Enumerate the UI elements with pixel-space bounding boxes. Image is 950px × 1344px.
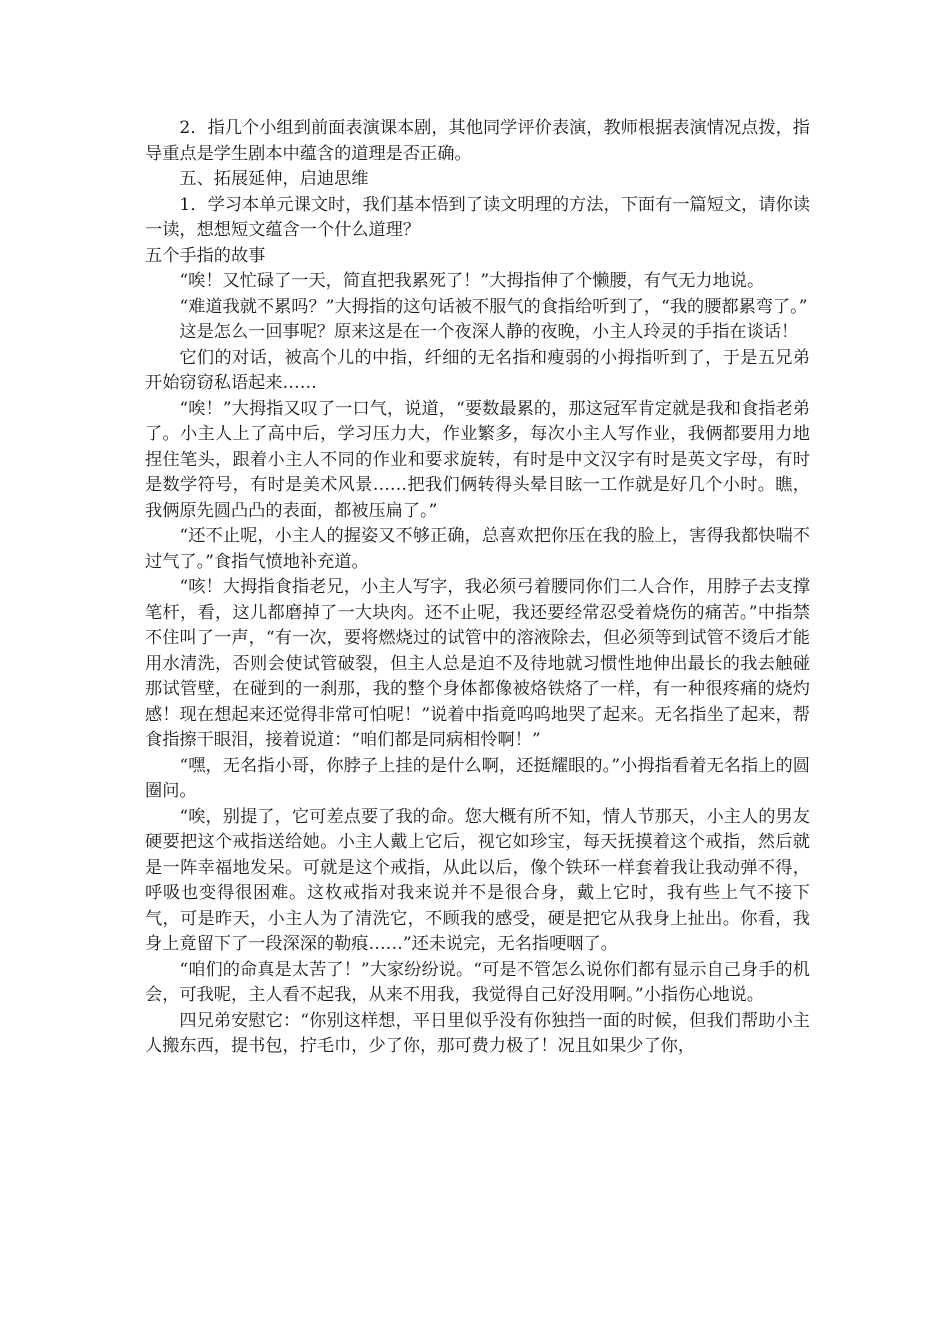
- paragraph: 它们的对话，被高个儿的中指，纤细的无名指和瘦弱的小拇指听到了，于是五兄弟开始窃窃私语起来……: [145, 347, 810, 393]
- paragraph: “唉！”大拇指又叹了一口气，说道，“要数最累的，那这冠军肯定就是我和食指老弟了。小主人上了高中后，学习压力大，作业繁多，每次小主人写作业，我俩都要用力地捏住笔头，跟着小主人不同的作业和要求旋转，有时是中文汉字有时是英文字母，有时是数学符号，有时是美术风景……把我们俩转得头晕目眩一工作就是好几个小时。瞧，我俩原先圆凸凸的表面，都被压扁了。”: [145, 398, 810, 521]
- paragraph: “难道我就不累吗？”大拇指的这句话被不服气的食指给听到了，“我的腰都累弯了。”: [179, 296, 808, 317]
- paragraph: “唉！又忙碌了一天，简直把我累死了！”大拇指伸了个懒腰，有气无力地说。: [179, 271, 765, 291]
- document-page: [145, 116, 810, 1060]
- paragraph: “咳！大拇指食指老兄，小主人写字，我必须弓着腰同你们二人合作，用脖子去支撑笔杆，看，这儿都磨掉了一大块肉。还不止呢，我还要经常忍受着烧伤的痛苦。”中指禁不住叫了一声，“有一次，要将燃烧过的试管中的溶液除去，但必须等到试管不烫后才能用水清洗，否则会使试管破裂，但主人总是迫不及待地就习惯性地伸出最长的我去触碰那试管壁，在碰到的一刹那，我的整个身体都像被烙铁烙了一样，有一种很疼痛的烧灼感！现在想起来还觉得非常可怕呢！”说着中指竟呜呜地哭了起来。无名指坐了起来，帮食指擦干眼泪，接着说道：“咱们都是同病相怜啊！”: [145, 577, 810, 750]
- story-title: 五个手指的故事: [145, 245, 266, 266]
- paragraph: 这是怎么一回事呢？原来这是在一个夜深人静的夜晚，小主人玲灵的手指在谈话！: [179, 322, 799, 342]
- paragraph: “还不止呢，小主人的握姿又不够正确，总喜欢把你压在我的脸上，害得我都快喘不过气了。”食指气愤地补充道。: [145, 526, 810, 572]
- paragraph: 四兄弟安慰它：“你别这样想，平日里似乎没有你独挡一面的时候，但我们帮助小主人搬东西，提书包，拧毛巾，少了你，那可费力极了！况且如果少了你，: [145, 1010, 810, 1056]
- paragraph: “嘿，无名指小哥，你脖子上挂的是什么啊，还挺耀眼的。”小拇指看着无名指上的圆圈问。: [145, 755, 810, 801]
- paragraph: 2．指几个小组到前面表演课本剧，其他同学评价表演，教师根据表演情况点拨，指导重点是学生剧本中蕴含的道理是否正确。: [145, 118, 810, 164]
- section-heading: 五、拓展延伸，启迪思维: [179, 169, 369, 189]
- paragraph: “咱们的命真是太苦了！”大家纷纷说。“可是不管怎么说你们都有显示自己身手的机会，可我呢，主人看不起我，从来不用我，我觉得自己好没用啊。”小指伤心地说。: [145, 959, 810, 1005]
- paragraph: 1．学习本单元课文时，我们基本悟到了读文明理的方法，下面有一篇短文，请你读一读，想想短文蕴含一个什么道理？: [145, 194, 810, 240]
- paragraph: “唉，别提了，它可差点要了我的命。您大概有所不知，情人节那天，小主人的男友硬要把这个戒指送给她。小主人戴上它后，视它如珍宝，每天抚摸着这个戒指，然后就是一阵幸福地发呆。可就是这个戒指，从此以后，像个铁环一样套着我让我动弹不得，呼吸也变得很困难。这枚戒指对我来说并不是很合身，戴上它时，我有些上气不接下气，可是昨天，小主人为了清洗它，不顾我的感受，硬是把它从我身上扯出。你看，我身上竟留下了一段深深的勒痕……”还未说完，无名指哽咽了。: [145, 806, 810, 954]
